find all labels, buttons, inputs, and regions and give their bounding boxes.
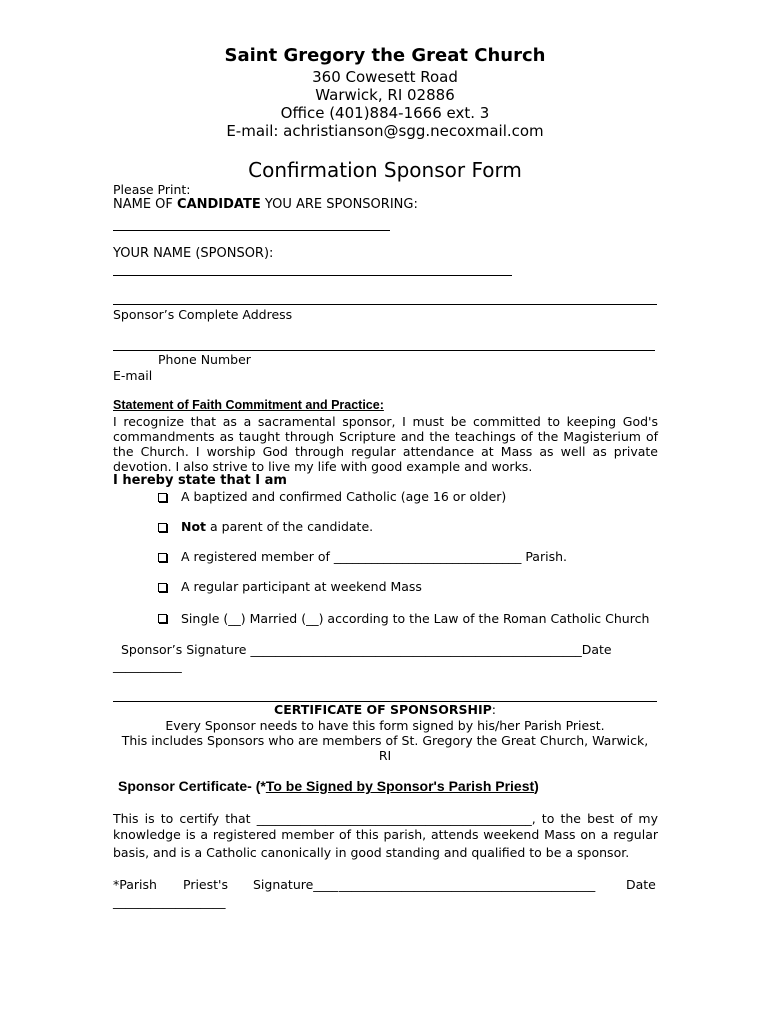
certificate-heading (0, 702, 770, 717)
certify-paragraph (113, 811, 658, 861)
checkbox-icon[interactable] (158, 553, 167, 562)
sponsor-address-field[interactable] (113, 304, 657, 305)
checkbox-icon[interactable] (158, 523, 167, 532)
phone-number-label: Phone Number (158, 352, 251, 367)
statement-line-3: the Church. I worship God through regular attendance at Mass as well as private (113, 444, 658, 459)
please-print-label: Please Print: (113, 182, 191, 197)
church-city: Warwick, RI 02886 (315, 86, 455, 104)
email-label: E-mail (113, 368, 153, 383)
sponsor-address-label: Sponsor’s Complete Address (113, 307, 293, 322)
certify-line-1-prefix: This is to certify that (113, 811, 257, 826)
church-street: 360 Cowesett Road (312, 68, 458, 86)
certify-line-2: knowledge is a registered member of this parish, attends weekend Mass on a regular (113, 827, 658, 842)
checkbox-icon[interactable] (158, 493, 167, 502)
priest-priests-label: Priest's (183, 877, 228, 892)
registered-member-prefix: A registered member of (181, 549, 334, 564)
priest-date-label: Date (626, 877, 656, 892)
certificate-heading-colon: : (491, 702, 496, 717)
sponsor-signature-label: Sponsor’s Signature (121, 642, 251, 657)
registered-member-suffix: Parish. (521, 549, 567, 564)
certificate-line-1: Every Sponsor needs to have this form signed by his/her Parish Priest. (165, 718, 605, 733)
sponsor-certificate-heading (118, 778, 539, 794)
candidate-label-prefix: NAME OF (113, 197, 178, 212)
sponsor-date-field[interactable]: ___________ (113, 658, 182, 673)
statement-heading: Statement of Faith Commitment and Practice: (113, 398, 384, 412)
priest-parish-label: *Parish (113, 877, 157, 892)
candidate-label-suffix: YOU ARE SPONSORING: (260, 197, 418, 212)
statement-paragraph (113, 414, 658, 474)
checklist-item-not-parent-bold: Not (181, 519, 207, 534)
checkbox-icon[interactable] (158, 583, 167, 592)
sponsor-signature-field[interactable]: _____________________________________________________ (250, 642, 582, 657)
checklist-item-registered-member (181, 549, 567, 564)
statement-line-4: devotion. I also strive to live my life with good example and works. (113, 459, 533, 474)
candidate-label-bold: CANDIDATE (177, 197, 261, 212)
sponsor-signature-line (121, 642, 612, 657)
phone-email-field[interactable] (113, 350, 655, 351)
checklist-item-not-parent (181, 519, 373, 534)
priest-signature-field[interactable]: _________________________________________ (339, 877, 596, 892)
church-email: E-mail: achristianson@sgg.necoxmail.com (226, 122, 544, 140)
hereby-state-label: I hereby state that I am (113, 473, 287, 488)
certify-name-field[interactable]: ____________________________________________ (256, 811, 532, 826)
certificate-line-3: RI (378, 748, 392, 763)
certify-line-1 (113, 811, 658, 827)
priest-signature-label: Signature____ (253, 877, 339, 892)
certificate-heading-bold: CERTIFICATE OF SPONSORSHIP (274, 702, 492, 717)
sponsor-certificate-underlined: To be Signed by Sponsor's Parish Priest (265, 778, 535, 794)
certificate-line-2: This includes Sponsors who are members of St. Gregory the Great Church, Warwick, (121, 733, 649, 748)
sponsor-signature-date-label: Date (581, 642, 612, 657)
checklist-item-not-parent-rest: a parent of the candidate. (206, 519, 374, 534)
church-office-phone: Office (401)884-1666 ext. 3 (280, 104, 490, 122)
church-name: Saint Gregory the Great Church (224, 45, 546, 66)
sponsor-certificate-suffix: ) (534, 778, 539, 794)
sponsor-name-label: YOUR NAME (SPONSOR): (113, 246, 274, 261)
certify-line-3: basis, and is a Catholic canonically in good standing and qualified to be a sponsor. (113, 845, 630, 860)
certify-line-1-suffix: , to the best of my (531, 811, 658, 826)
sponsor-name-field[interactable] (113, 275, 512, 276)
parish-name-field[interactable]: ______________________________ (333, 549, 522, 564)
form-title: Confirmation Sponsor Form (248, 158, 522, 182)
checklist-item-marital-status: Single (__) Married (__) according to the Law of the Roman Catholic Church (181, 611, 650, 626)
candidate-label (113, 197, 418, 212)
candidate-name-field[interactable] (113, 230, 390, 231)
sponsor-certificate-prefix: Sponsor Certificate- (* (118, 778, 266, 794)
checkbox-icon[interactable] (158, 614, 167, 623)
statement-line-2: commandments as taught through Scripture and the teachings of the Magisterium of (113, 429, 658, 444)
checklist-item-weekend-mass: A regular participant at weekend Mass (181, 579, 422, 594)
checklist-item-baptized: A baptized and confirmed Catholic (age 16 or older) (181, 489, 507, 504)
priest-date-field[interactable]: __________________ (113, 894, 226, 909)
statement-line-1: I recognize that as a sacramental sponsor, I must be committed to keeping God's (113, 414, 658, 429)
